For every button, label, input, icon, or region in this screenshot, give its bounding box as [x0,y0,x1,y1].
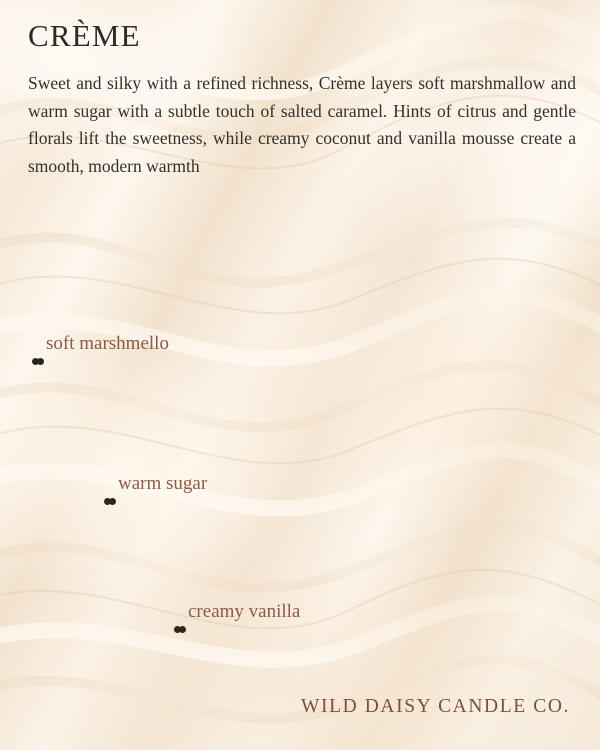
note-label: soft marshmello [46,333,169,354]
note-item-soft-marshmello [38,333,169,357]
note-label: creamy vanilla [188,601,301,622]
note-item-warm-sugar [110,473,207,497]
note-dot-end [174,626,181,633]
note-label: warm sugar [118,473,208,494]
note-dot-end [104,498,111,505]
product-description: Sweet and silky with a refined richness, Crème layers soft marshmallow and warm sugar with a subtle touch of salted caramel. Hints of citrus and gentle florals lift the sweetness, while creamy coconut and vanilla mousse create a smooth, modern warmth [28,73,576,176]
brand-name: WILD DAISY CANDLE CO. [300,696,570,717]
note-dot-end [32,358,39,365]
note-item-creamy-vanilla [180,601,300,625]
page-title: CRÈME [28,18,141,53]
